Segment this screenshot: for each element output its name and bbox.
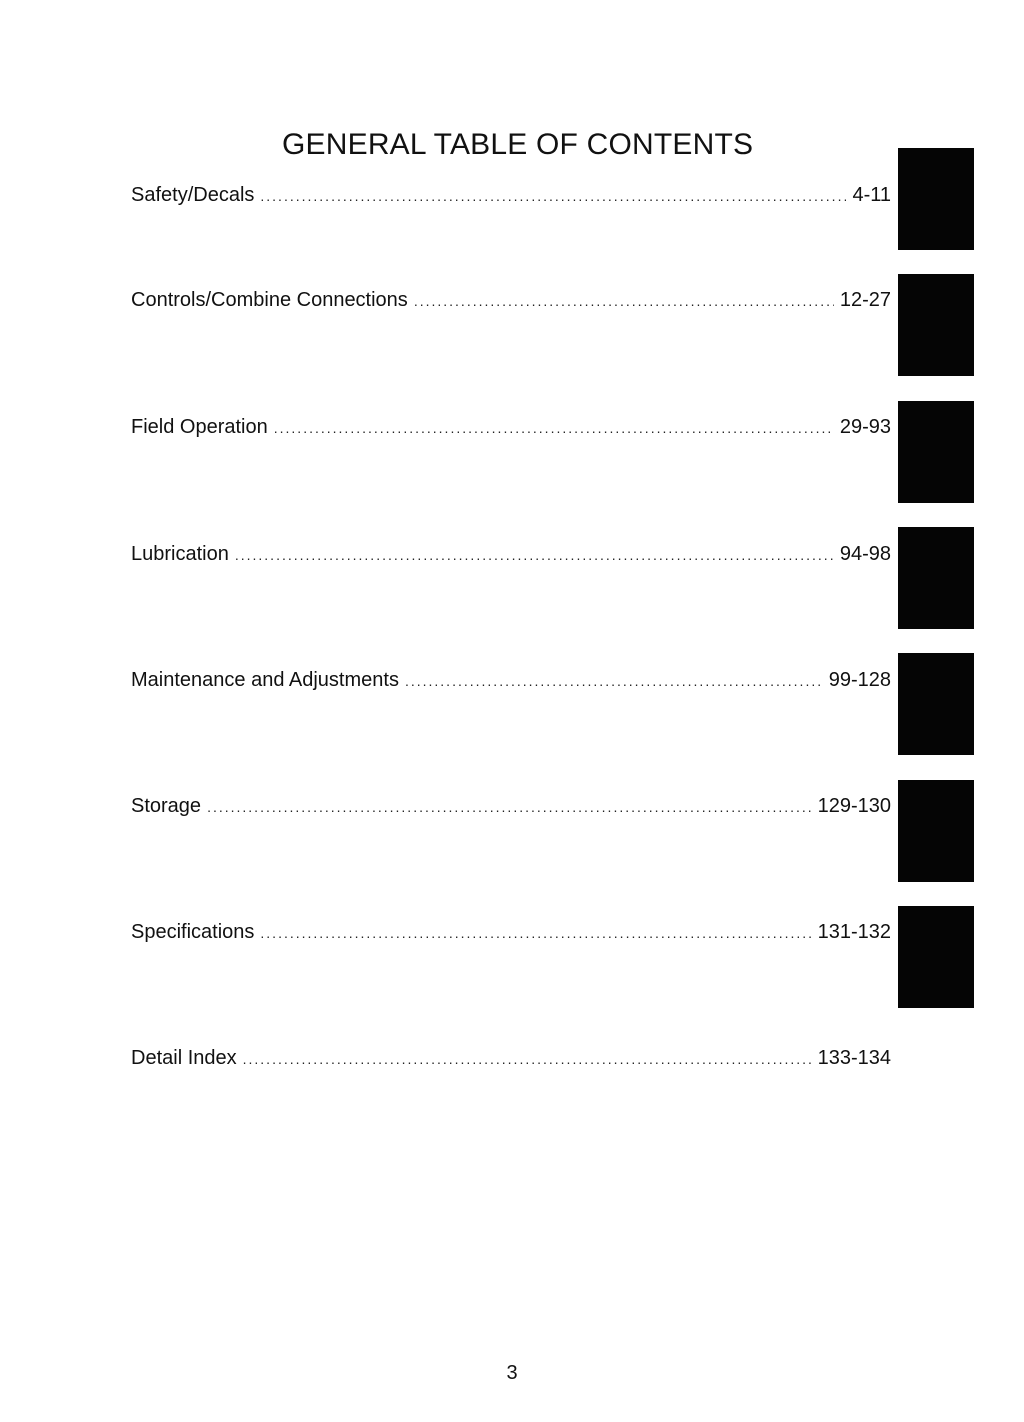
toc-entry-label: Specifications: [131, 921, 255, 943]
toc-entry-controls-combine-connections[interactable]: [131, 286, 891, 314]
dot-leader: [207, 793, 812, 820]
thumb-tab-lubrication[interactable]: [898, 527, 974, 629]
toc-entry-label: Controls/Combine Connections: [131, 289, 408, 311]
thumb-tab-storage[interactable]: [898, 780, 974, 882]
page-number: 3: [506, 1362, 518, 1384]
page-title: GENERAL TABLE OF CONTENTS: [282, 128, 754, 161]
toc-entry-pages: 4-11: [852, 184, 891, 206]
thumb-tab-controls-combine-connections[interactable]: [898, 274, 974, 376]
thumb-tab-field-operation[interactable]: [898, 401, 974, 503]
toc-entry-field-operation[interactable]: [131, 413, 891, 441]
toc-entry-specifications[interactable]: [131, 918, 891, 946]
dot-leader: [243, 1045, 812, 1072]
toc-entry-maintenance-and-adjustments[interactable]: [131, 666, 891, 694]
toc-entry-pages: 94-98: [839, 543, 891, 565]
toc-entry-pages: 12-27: [839, 289, 891, 311]
toc-entry-pages: 99-128: [828, 669, 891, 691]
toc-entry-label: Safety/Decals: [131, 184, 255, 206]
toc-entry-label: Maintenance and Adjustments: [131, 669, 399, 691]
toc-entry-pages: 29-93: [839, 416, 891, 438]
toc-entry-label: Lubrication: [131, 543, 229, 565]
toc-entry-pages: 133-134: [817, 1047, 891, 1069]
thumb-tab-maintenance-and-adjustments[interactable]: [898, 653, 974, 755]
toc-entry-safety-decals[interactable]: [131, 181, 891, 209]
toc-entry-detail-index[interactable]: [131, 1044, 891, 1072]
toc-entry-storage[interactable]: [131, 792, 891, 820]
dot-leader: [260, 919, 811, 946]
thumb-tab-specifications[interactable]: [898, 906, 974, 1008]
toc-entry-pages: 131-132: [817, 921, 891, 943]
thumb-tab-safety-decals[interactable]: [898, 148, 974, 250]
toc-entry-pages: 129-130: [817, 795, 891, 817]
toc-entry-label: Storage: [131, 795, 202, 817]
toc-entry-label: Field Operation: [131, 416, 268, 438]
toc-entry-lubrication[interactable]: [131, 540, 891, 568]
dot-leader: [414, 287, 834, 314]
dot-leader: [405, 667, 823, 694]
scan-artifact: [270, 158, 278, 166]
dot-leader: [274, 414, 834, 441]
toc-entry-label: Detail Index: [131, 1047, 237, 1069]
dot-leader: [235, 541, 834, 568]
dot-leader: [260, 182, 846, 209]
